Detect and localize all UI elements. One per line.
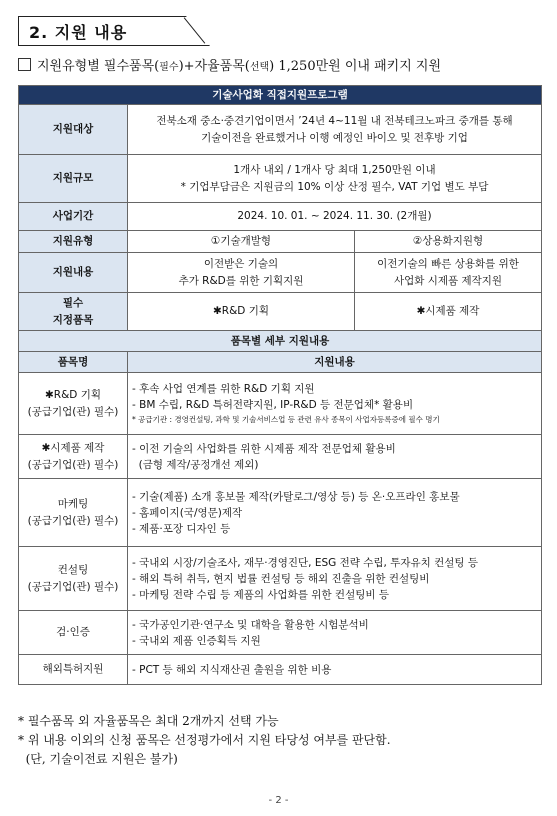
item-sub: (공급기업(관) 필수) [27,514,119,527]
scale-line2: * 기업부담금은 지원금의 10% 이상 산정 필수, VAT 기업 별도 부담 [180,180,489,193]
section-title: 2. 지원 내용 [29,23,128,42]
item-name-cell: 해외특허지원 [19,655,128,685]
item-name: ✱R&D 기획 [45,388,101,401]
page-number: - 2 - [268,795,289,806]
item-content [128,611,542,655]
content-b2: 사업화 시제품 제작지원 [393,274,503,287]
item-line: - 기술(제품) 소개 홍보물 제작(카탈로그/영상 등) 등 온·오프라인 홍보물 [132,490,460,503]
row-label-target: 지원대상 [19,105,128,155]
target-value [128,105,542,155]
item-content [128,479,542,547]
item-line: - 마케팅 전략 수립 등 제품의 사업화를 위한 컨설팅비 등 [132,588,389,601]
checkbox-icon [18,58,31,71]
item-line: (금형 제작/공정개선 제외) [132,458,259,471]
content-a2: 추가 R&D를 위한 기획지원 [178,274,304,287]
item-line: - 후속 사업 연계를 위한 R&D 기획 지원 [132,383,315,395]
item-line: - 국내외 시장/기술조사, 재무·경영진단, ESG 전략 수립, 투자유치 컨설팅 등 [132,556,479,569]
content-a [128,253,355,293]
item-sub: (공급기업(관) 필수) [27,580,119,593]
row-label-content: 지원내용 [19,253,128,293]
item-name: ✱시제품 제작 [41,441,105,454]
item-content [128,547,542,611]
item-sub: (공급기업(관) 필수) [27,458,119,471]
target-line2: 기술이전을 완료했거나 이행 예정인 바이오 및 전후방 기업 [201,131,468,144]
item-sub: (공급기업(관) 필수) [27,405,119,418]
item-name: 마케팅 [57,497,89,510]
footnote: (단, 기술이전료 지원은 불가) [18,752,178,766]
item-note: * 공급기관 : 경영컨설팅, 과학 및 기술서비스업 등 관련 유사 종목이 사업자등록증에 필수 명기 [132,415,440,424]
row-label-scale: 지원규모 [19,155,128,203]
target-line1: 전북소재 중소·중견기업이면서 ’24년 4~11월 내 전북테크노파크 중개를 통해 [156,114,513,127]
detail-header: 품목별 세부 지원내용 [19,331,542,352]
required-b: ✱시제품 제작 [355,293,542,331]
section-title-box [18,16,210,46]
item-line: - 제품·포장 디자인 등 [132,522,231,535]
item-name-cell: 검·인증 [19,611,128,655]
item-name-cell [19,479,128,547]
item-line: - 이전 기술의 사업화를 위한 시제품 제작 전문업체 활용비 [132,442,396,455]
item-name: 컨설팅 [57,563,89,576]
intro-optional: 선택 [249,62,270,73]
item-line: - PCT 등 해외 지식재산권 출원을 위한 비용 [132,663,332,676]
item-name-cell [19,435,128,479]
item-name-cell [19,373,128,435]
scale-line1: 1개사 내외 / 1개사 당 최대 1,250만원 이내 [233,163,436,176]
item-line: - 국내외 제품 인증획득 지원 [132,634,261,647]
table-header: 기술사업화 직접지원프로그램 [19,86,542,105]
footnote: * 위 내용 이외의 신청 품목은 선정평가에서 지원 타당성 여부를 판단함. [18,733,391,747]
scale-value [128,155,542,203]
item-content [128,435,542,479]
intro-mid: )+자율품목( [178,59,250,74]
row-label-required [19,293,128,331]
type-b: ②상용화지원형 [355,231,542,253]
support-table [18,85,542,685]
item-line: - 해외 특허 취득, 현지 법률 컨설팅 등 해외 진출을 위한 컨설팅비 [132,572,430,585]
title-corner-cut [186,16,210,46]
period-value: 2024. 10. 01. ~ 2024. 11. 30. (2개월) [128,203,542,231]
item-content [128,655,542,685]
item-name-cell [19,547,128,611]
footnote: * 필수품목 외 자율품목은 최대 2개까지 선택 가능 [18,714,279,728]
col-content-header: 지원내용 [128,352,542,373]
row-label-type: 지원유형 [19,231,128,253]
required-label2: 지정품목 [52,313,94,326]
item-line: - 국가공인기관·연구소 및 대학을 활용한 시험분석비 [132,618,369,631]
intro-required: 필수 [159,62,179,73]
item-content [128,373,542,435]
row-label-period: 사업기간 [19,203,128,231]
content-b [355,253,542,293]
content-a1: 이전받은 기술의 [203,257,279,270]
item-line: - BM 수립, R&D 특허전략지원, IP-R&D 등 전문업체* 활용비 [132,399,414,411]
item-line: - 홈페이지(국/영문)제작 [132,506,243,519]
intro-end: ) 1,250만원 이내 패키지 지원 [269,59,442,74]
col-item-header: 품목명 [19,352,128,373]
content-b1: 이전기술의 빠른 상용화를 위한 [377,257,519,270]
type-a: ①기술개발형 [128,231,355,253]
intro-text: 지원유형별 필수품목( [37,59,160,74]
footnotes [18,712,391,769]
intro-line [18,55,441,74]
required-a: ✱R&D 기획 [128,293,355,331]
required-label1: 필수 [62,296,84,309]
